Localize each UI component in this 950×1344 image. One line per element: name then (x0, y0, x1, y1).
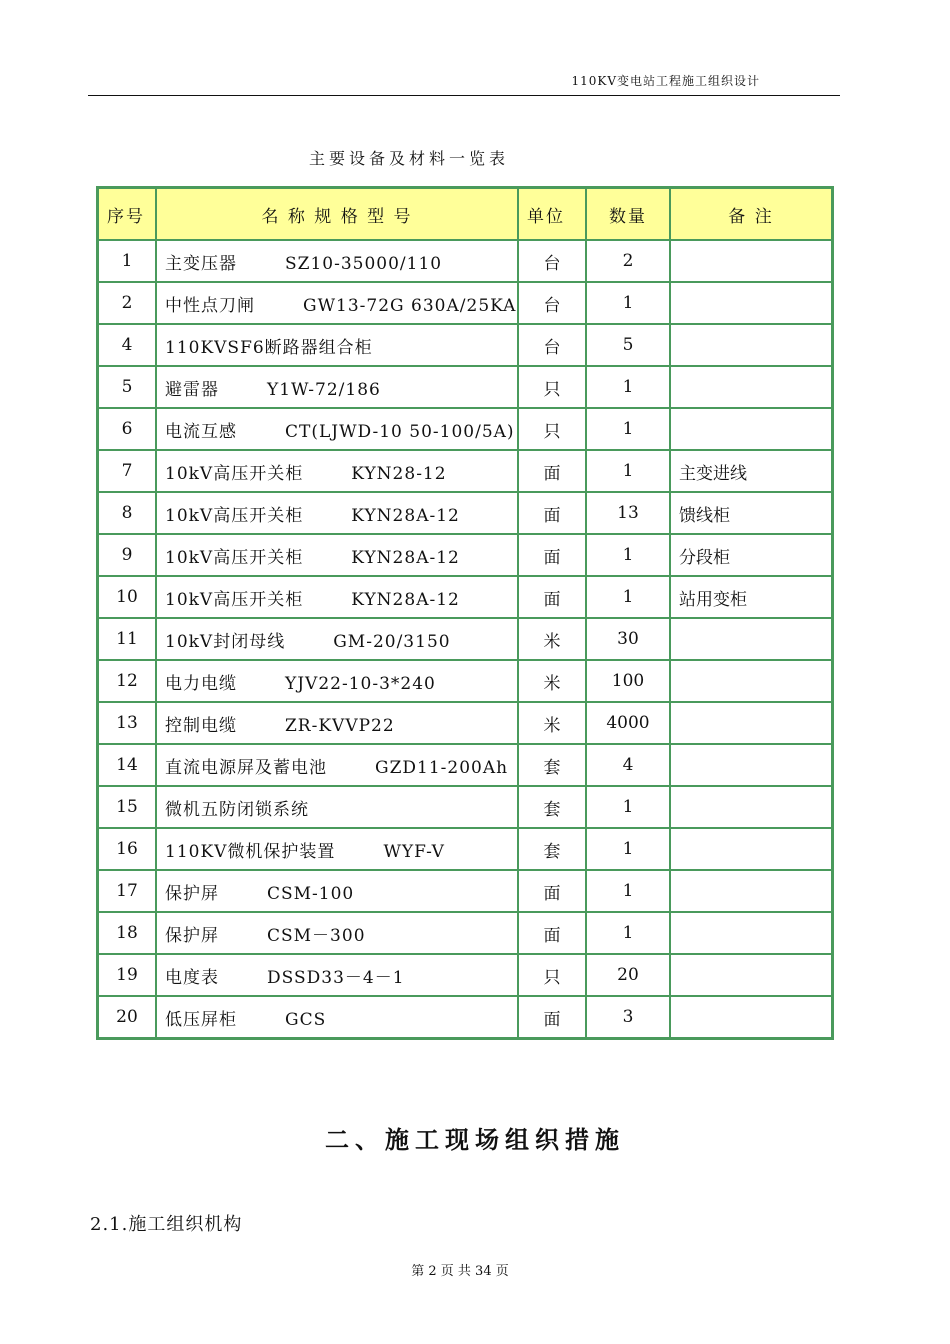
cell-no: 1 (98, 240, 156, 282)
cell-no: 15 (98, 786, 156, 828)
cell-name (156, 408, 518, 450)
cell-unit: 套 (518, 786, 586, 828)
table-row (98, 576, 832, 618)
item-spec: GW13-72G 630A/25KA (303, 295, 517, 316)
item-spec: GZD11-200Ah (375, 757, 509, 778)
cell-name (156, 870, 518, 912)
cell-unit: 面 (518, 492, 586, 534)
item-spec: SZ10-35000/110 (285, 253, 443, 274)
cell-unit: 套 (518, 744, 586, 786)
table-row (98, 408, 832, 450)
cell-qty: 1 (586, 870, 670, 912)
cell-note (670, 282, 832, 324)
item-name: 10kV高压开关柜 (165, 589, 304, 610)
cell-qty: 3 (586, 996, 670, 1038)
cell-no: 19 (98, 954, 156, 996)
table-row (98, 954, 832, 996)
cell-qty: 2 (586, 240, 670, 282)
cell-unit: 面 (518, 576, 586, 618)
cell-qty: 13 (586, 492, 670, 534)
cell-unit: 面 (518, 870, 586, 912)
item-name: 低压屏柜 (165, 1009, 237, 1030)
table-row (98, 912, 832, 954)
cell-qty: 1 (586, 534, 670, 576)
cell-unit: 面 (518, 912, 586, 954)
cell-name (156, 912, 518, 954)
item-name: 电力电缆 (165, 673, 237, 694)
item-spec: WYF-V (383, 841, 445, 862)
item-spec: CSM－300 (267, 925, 366, 946)
cell-qty: 1 (586, 828, 670, 870)
table-caption (0, 146, 830, 169)
table-row (98, 324, 832, 366)
item-name: 10kV高压开关柜 (165, 463, 304, 484)
table-body (98, 240, 832, 1038)
cell-no: 4 (98, 324, 156, 366)
header-note: 备 注 (670, 188, 832, 240)
cell-name (156, 786, 518, 828)
cell-name (156, 828, 518, 870)
cell-no: 9 (98, 534, 156, 576)
cell-no: 2 (98, 282, 156, 324)
item-spec: KYN28A-12 (351, 589, 460, 610)
item-spec: CSM-100 (267, 883, 355, 904)
item-spec: ZR-KVVP22 (285, 715, 395, 736)
page-header-title: 110KV变电站工程施工组织设计 (571, 74, 760, 88)
cell-qty: 1 (586, 282, 670, 324)
cell-unit: 米 (518, 702, 586, 744)
item-spec: GCS (285, 1009, 327, 1030)
table-row (98, 828, 832, 870)
table-row (98, 786, 832, 828)
cell-no: 5 (98, 366, 156, 408)
cell-name (156, 996, 518, 1038)
item-name: 10kV高压开关柜 (165, 547, 304, 568)
cell-note (670, 366, 832, 408)
cell-note (670, 618, 832, 660)
cell-no: 17 (98, 870, 156, 912)
item-spec: CT(LJWD-10 50-100/5A) (285, 421, 515, 442)
cell-qty: 1 (586, 786, 670, 828)
item-name: 主变压器 (165, 253, 237, 274)
item-name: 微机五防闭锁系统 (165, 799, 309, 820)
cell-no: 8 (98, 492, 156, 534)
cell-no: 12 (98, 660, 156, 702)
header-qty: 数量 (586, 188, 670, 240)
cell-unit: 只 (518, 408, 586, 450)
cell-name (156, 954, 518, 996)
item-spec: DSSD33－4－1 (267, 967, 405, 988)
table-header-row (98, 188, 832, 240)
cell-no: 16 (98, 828, 156, 870)
cell-unit: 只 (518, 954, 586, 996)
cell-unit: 台 (518, 240, 586, 282)
cell-unit: 台 (518, 324, 586, 366)
item-spec: KYN28A-12 (351, 547, 460, 568)
table-row (98, 660, 832, 702)
cell-qty: 1 (586, 912, 670, 954)
item-spec: YJV22-10-3*240 (285, 673, 436, 694)
cell-unit: 面 (518, 534, 586, 576)
table-row (98, 744, 832, 786)
cell-note (670, 912, 832, 954)
cell-name (156, 324, 518, 366)
item-name: 110KVSF6断路器组合柜 (165, 337, 373, 358)
cell-qty: 30 (586, 618, 670, 660)
cell-note (670, 408, 832, 450)
cell-no: 14 (98, 744, 156, 786)
cell-name (156, 366, 518, 408)
cell-name (156, 576, 518, 618)
cell-note (670, 786, 832, 828)
cell-name (156, 534, 518, 576)
cell-qty: 1 (586, 366, 670, 408)
cell-note: 站用变柜 (670, 576, 832, 618)
cell-name (156, 282, 518, 324)
table-row (98, 870, 832, 912)
cell-no: 20 (98, 996, 156, 1038)
cell-note: 分段柜 (670, 534, 832, 576)
cell-name (156, 744, 518, 786)
cell-qty: 4 (586, 744, 670, 786)
cell-note (670, 702, 832, 744)
item-name: 电流互感 (165, 421, 237, 442)
header-name: 名 称 规 格 型 号 (156, 188, 518, 240)
table-row (98, 492, 832, 534)
cell-note (670, 324, 832, 366)
cell-note (670, 240, 832, 282)
item-name: 10kV封闭母线 (165, 631, 286, 652)
cell-note (670, 996, 832, 1038)
cell-no: 6 (98, 408, 156, 450)
cell-note (670, 954, 832, 996)
item-name: 直流电源屏及蓄电池 (165, 757, 327, 778)
cell-unit: 面 (518, 450, 586, 492)
cell-name (156, 492, 518, 534)
table-row (98, 282, 832, 324)
table-row (98, 366, 832, 408)
cell-name (156, 240, 518, 282)
cell-qty: 1 (586, 450, 670, 492)
cell-qty: 4000 (586, 702, 670, 744)
cell-name (156, 618, 518, 660)
table-row (98, 702, 832, 744)
subsection-heading: 2.1.施工组织机构 (90, 1214, 243, 1235)
item-name: 电度表 (165, 967, 219, 988)
cell-qty: 1 (586, 576, 670, 618)
cell-unit: 米 (518, 660, 586, 702)
table-row (98, 996, 832, 1038)
cell-no: 10 (98, 576, 156, 618)
item-name: 110KV微机保护装置 (165, 841, 336, 862)
equipment-table (96, 186, 834, 1040)
cell-note (670, 744, 832, 786)
cell-qty: 1 (586, 408, 670, 450)
cell-no: 13 (98, 702, 156, 744)
cell-note (670, 660, 832, 702)
cell-unit: 台 (518, 282, 586, 324)
cell-no: 18 (98, 912, 156, 954)
item-name: 控制电缆 (165, 715, 237, 736)
table-caption-text: 主要设备及材料一览表 (308, 149, 509, 168)
cell-qty: 5 (586, 324, 670, 366)
cell-name (156, 450, 518, 492)
cell-unit: 米 (518, 618, 586, 660)
item-spec: KYN28-12 (351, 463, 447, 484)
item-spec: GM-20/3150 (333, 631, 451, 652)
item-spec: Y1W-72/186 (267, 379, 381, 400)
cell-no: 7 (98, 450, 156, 492)
cell-note: 馈线柜 (670, 492, 832, 534)
item-name: 避雷器 (165, 379, 219, 400)
header-rule (88, 95, 840, 96)
cell-name (156, 702, 518, 744)
cell-unit: 套 (518, 828, 586, 870)
cell-qty: 20 (586, 954, 670, 996)
section-title: 二、施工现场组织措施 (325, 1125, 625, 1154)
cell-unit: 只 (518, 366, 586, 408)
cell-name (156, 660, 518, 702)
cell-no: 11 (98, 618, 156, 660)
header-no: 序号 (98, 188, 156, 240)
table-row (98, 450, 832, 492)
item-name: 保护屏 (165, 925, 219, 946)
table-row (98, 618, 832, 660)
cell-note (670, 870, 832, 912)
cell-unit: 面 (518, 996, 586, 1038)
cell-note: 主变进线 (670, 450, 832, 492)
header-unit: 单位 (518, 188, 586, 240)
item-name: 10kV高压开关柜 (165, 505, 304, 526)
page-footer: 第 2 页 共 34 页 (411, 1264, 509, 1279)
table-row (98, 240, 832, 282)
cell-note (670, 828, 832, 870)
item-name: 中性点刀闸 (165, 295, 255, 316)
item-name: 保护屏 (165, 883, 219, 904)
cell-qty: 100 (586, 660, 670, 702)
table-row (98, 534, 832, 576)
item-spec: KYN28A-12 (351, 505, 460, 526)
